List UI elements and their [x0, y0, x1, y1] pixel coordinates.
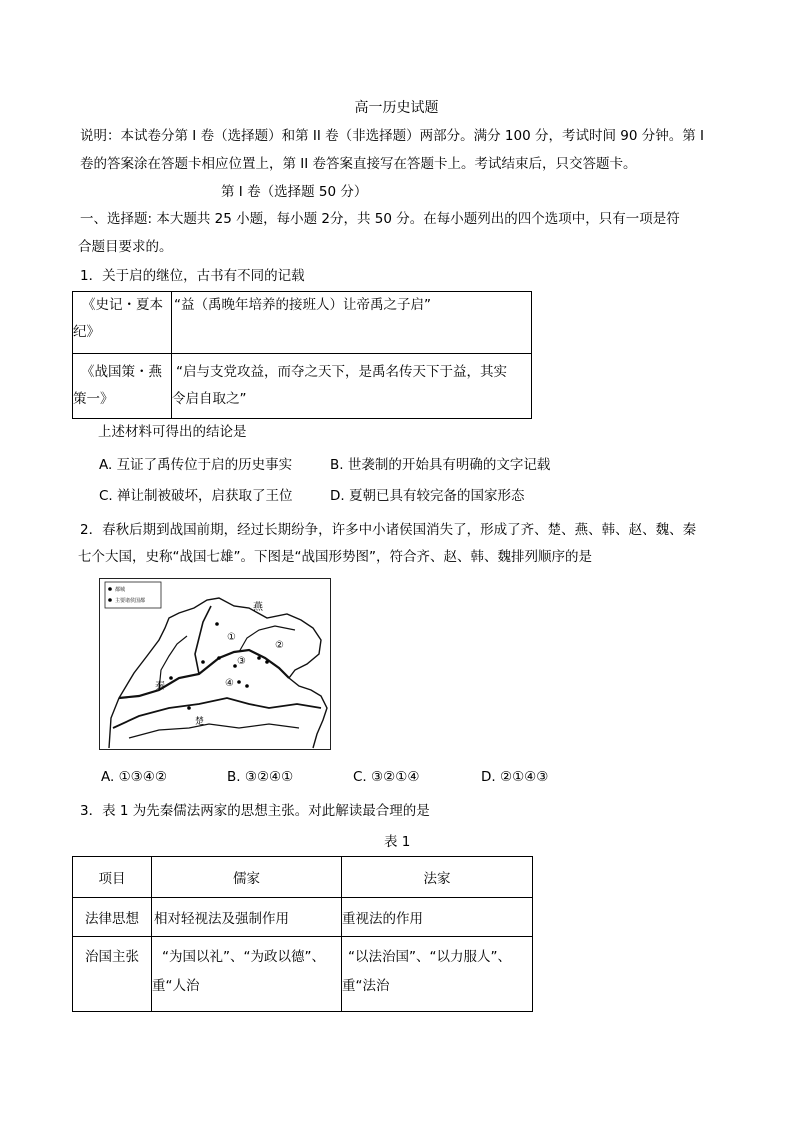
cell-text: 相对轻视法及强制作用	[154, 911, 289, 927]
q1-option-a[interactable]: A. 互证了禹传位于启的历史事实	[99, 457, 293, 473]
q1-option-c[interactable]: C. 禅让制被破坏，启获取了王位	[99, 488, 293, 504]
source-line: 纪》	[73, 324, 100, 340]
capital-dot-icon	[187, 706, 191, 710]
table-cell-item: 治国主张	[73, 937, 152, 1012]
capital-symbol-icon	[108, 587, 112, 591]
section-heading: 第 I 卷（选择题 50 分）	[221, 184, 368, 200]
map-legend-label: 主要诸侯国都	[115, 598, 146, 604]
table-row	[73, 292, 532, 354]
table-cell-legalist	[342, 937, 533, 1012]
map-marker-2: ②	[275, 640, 284, 651]
table-row	[73, 898, 533, 937]
capital-dot-icon	[265, 660, 269, 664]
map-legend-box	[105, 582, 161, 608]
table-header-row	[73, 857, 533, 898]
instructions-line-1: 说明：本试卷分第 I 卷（选择题）和第 II 卷（非选择题）两部分。满分 100 分，考试时间 90 分钟。第 I	[80, 128, 704, 144]
q2-option-d[interactable]: D. ②①④③	[481, 769, 549, 785]
q3-table	[72, 856, 533, 1012]
q2-option-c[interactable]: C. ③②①④	[353, 769, 420, 785]
q2-option-b[interactable]: B. ③②④①	[227, 769, 294, 785]
capital-dot-icon	[245, 684, 249, 688]
q3-table-caption: 表 1	[384, 834, 411, 850]
table-row	[73, 354, 532, 419]
header-cell-legalist: 法家	[342, 857, 533, 898]
table-cell-text	[172, 292, 532, 354]
table-cell-confucian	[152, 937, 342, 1012]
cell-text: 重“法治	[342, 978, 390, 994]
map-label-yan: 燕	[253, 602, 263, 613]
map-marker-4: ④	[225, 678, 234, 689]
capital-dot-icon	[237, 680, 241, 684]
capital-dot-icon	[201, 660, 205, 664]
table-cell-item: 法律思想	[73, 898, 152, 937]
quote-line: “益（禹晚年培养的接班人）让帝禹之子启”	[174, 297, 431, 313]
map-marker-1: ①	[227, 632, 236, 643]
table-cell-source	[73, 354, 172, 419]
capital-dot-icon	[217, 656, 221, 660]
q1-table	[72, 291, 532, 419]
table-cell-source	[73, 292, 172, 354]
section-intro-line-1: 一、选择题: 本大题共 25 小题，每小题 2分，共 50 分。在每小题列出的四个选项中，只有一项是符	[80, 211, 680, 227]
map-marker-3: ③	[237, 656, 246, 667]
cell-text: 重视法的作用	[342, 911, 423, 927]
header-cell-item: 项目	[73, 857, 152, 898]
capital-dot-icon	[257, 656, 261, 660]
table-cell-legalist	[342, 898, 533, 937]
q2-option-a[interactable]: A. ①③④②	[101, 769, 167, 785]
page-title: 高一历史试题	[354, 100, 439, 116]
q1-option-b[interactable]: B. 世袭制的开始具有明确的文字记载	[330, 457, 551, 473]
map-label-chu: 楚	[195, 717, 205, 727]
q1-prompt: 上述材料可得出的结论是	[98, 424, 247, 440]
table-cell-confucian	[152, 898, 342, 937]
capital-dot-icon	[233, 664, 237, 668]
capital-dot-icon	[215, 622, 219, 626]
instructions-line-2: 卷的答案涂在答题卡相应位置上，第 II 卷答案直接写在答题卡上。考试结束后，只交答题卡。	[80, 156, 637, 172]
source-line: 策一》	[73, 391, 114, 407]
q2-stem-line-2: 七个大国，史称“战国七雄”。下图是“战国形势图”，符合齐、赵、韩、魏排列顺序的是	[78, 549, 592, 565]
quote-line: “启与支党攻益，而夺之天下，是禹名传天下于益，其实	[176, 364, 507, 380]
section-intro-line-2: 合题目要求的。	[78, 239, 173, 255]
q1-option-d[interactable]: D. 夏朝已具有较完备的国家形态	[330, 488, 525, 504]
q3-stem: 3．表 1 为先秦儒法两家的思想主张。对此解读最合理的是	[80, 803, 430, 819]
map-legend-label: 都城	[115, 587, 126, 593]
map-label-qin: 秦	[155, 681, 165, 692]
q1-stem: 1．关于启的继位，古书有不同的记载	[80, 268, 305, 284]
table-cell-text	[172, 354, 532, 419]
capital-dot-icon	[169, 676, 173, 680]
quote-line: 令启自取之”	[172, 391, 247, 407]
header-cell-confucian: 儒家	[152, 857, 342, 898]
warring-states-map	[99, 578, 331, 750]
cell-text: 重“人治	[152, 978, 200, 994]
cell-text: “以法治国”、“以力服人”、	[348, 949, 511, 965]
source-line: 《战国策・燕	[81, 364, 162, 380]
cell-text: “为国以礼”、“为政以德”、	[162, 949, 325, 965]
table-row	[73, 937, 533, 1012]
source-line: 《史记・夏本	[82, 297, 163, 313]
q2-stem-line-1: 2．春秋后期到战国前期，经过长期纷争，许多中小诸侯国消失了，形成了齐、楚、燕、韩、赵、魏、秦	[80, 522, 697, 538]
state-capital-symbol-icon	[108, 598, 112, 602]
